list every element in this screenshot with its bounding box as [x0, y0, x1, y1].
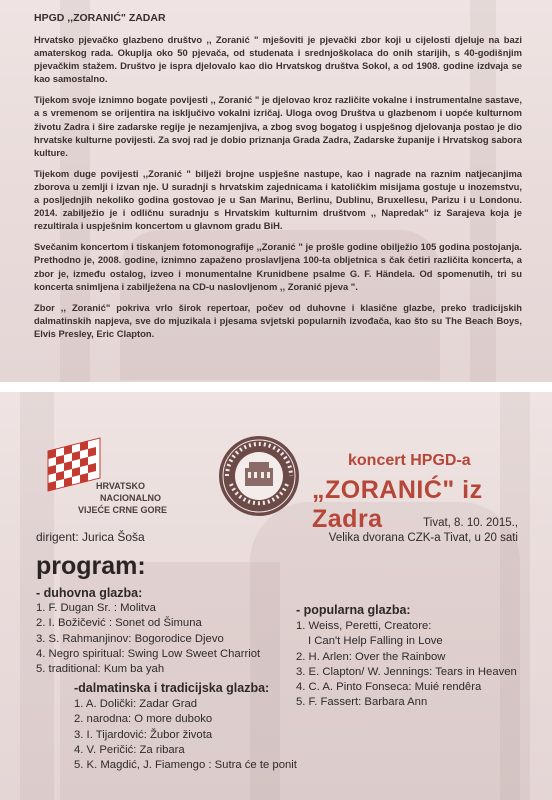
logo-line: HRVATSKO — [96, 481, 146, 491]
conductor: dirigent: Jurica Šoša — [36, 530, 145, 544]
sacred-music-title: - duhovna glazba: — [36, 586, 143, 600]
list-item: 5. traditional: Kum ba yah — [36, 663, 165, 676]
list-item: 1. A. Dolički: Zadar Grad — [74, 698, 198, 710]
popular-music-title: - popularna glazba: — [296, 603, 411, 617]
dalmatian-music-list — [74, 697, 297, 773]
event-venue: Velika dvorana CZK-a Tivat, u 20 sati — [328, 532, 518, 544]
dalmatian-music-title: -dalmatinska i tradicijska glazba: — [74, 681, 270, 695]
seal-emblem-icon — [217, 434, 301, 518]
sacred-music-list — [36, 601, 260, 677]
section-heading: HPGD ,,ZORANIĆ" ZADAR — [34, 12, 166, 24]
popular-music-list — [296, 619, 517, 711]
program-title: program: — [36, 552, 146, 580]
logo-line: NACIONALNO — [100, 493, 161, 503]
paragraph: Tijekom duge povijesti ,,Zoranić " bilježi brojne uspješne nastupe, kao i nagrade na raznim natjecanjima zborova u zemlji i izvan nje. U suradnji s hrvatskim zajednicama i katoličkim misijama gostuje u inozemstvu, a posljednjih nekoliko godina gostovao je u San Marinu, Berlinu, Dublinu, Bruxellesu, Parizu i u Londonu. 2014. zabilježio je i odličnu suradnju s Hrvatskim kulturnim društvom ,, Napredak" iz Sarajeva koja je rezultirala i uspješnim koncertom u glavnom gradu BiH. — [34, 167, 522, 232]
event-details — [329, 516, 518, 546]
event-date: Tivat, 8. 10. 2015., — [423, 517, 518, 529]
paragraph: Tijekom svoje iznimno bogate povijesti ,, Zoranić " je djelovao kroz različite vokalne i instrumentalne sastave, a s vremenom se orijentira na isključivo vokalni izričaj. Uloga ovog Društva u glazbenom i uopće kulturnom životu Zadra i šire zadarske regije je nezamjenjiva, a zbog svog bogatog i uspješnog djelovanja postao je dio hrvatske kulturne povijesti. Za svoj rad je dobio priznanja Grada Zadra, Zadarske županije i Hrvatskog sabora kulture. — [34, 94, 522, 158]
list-item: 3. S. Rahmanjinov: Bogorodice Djevo — [36, 632, 224, 645]
list-item: 2. I. Božičević : Sonet od Šimuna — [36, 617, 202, 630]
list-item: 5. K. Magdić, J. Fiamengo : Sutra će te ponit — [74, 759, 297, 772]
paragraph: Svečanim koncertom i tiskanjem fotomonografije ,,Zoranić " je prošle godine obilježio 105 godina postojanja. Prethodno je, 2008. godine, iznimno zapaženo proslavljena 100-ta obljetnica s čak četiri različita koncerta, a zbor je, između ostalog, izveo i monumentalne Krunidbene psalme G. F. Händela. Od spomenutih, tri su koncerta snimljena i zabilježena na CD-u naslovljenom ,, Zoranić pjeva ". — [34, 241, 522, 292]
list-item: 2. narodna: O more duboko — [74, 713, 213, 726]
concert-title: „ZORANIĆ" iz Zadra — [312, 476, 483, 533]
list-item: 3. E. Clapton/ W. Jennings: Tears in Heaven — [296, 665, 517, 678]
list-item: 2. H. Arlen: Over the Rainbow — [296, 650, 446, 663]
list-item: 3. I. Tijardović: Žubor života — [74, 728, 213, 741]
paragraph: Hrvatsko pjevačko glazbeno društvo ,, Zoranić " mješoviti je pjevački zbor koji u cijelosti djeluje na bazi amaterskog rada. Okuplja oko 50 pjevača, od studenata i srednjoškolaca do onih starijih, s 40-godišnjim pjevačkim stažem. Društvo je ispra djelovalo kao dio Hrvatskog društva Sokol, a od 1908. godine izdvaja se kao samostalno. — [34, 34, 522, 85]
council-name — [78, 480, 168, 516]
list-item: 1. Weiss, Peretti, Creatore: — [296, 620, 432, 632]
list-item: 4. C. A. Pinto Fonseca: Muié rendêra — [296, 681, 482, 694]
list-item: I Can't Help Falling in Love — [308, 635, 443, 648]
list-item: 4. V. Peričić: Za ribara — [74, 743, 185, 756]
history-text — [34, 33, 522, 348]
list-item: 5. F. Fassert: Barbara Ann — [296, 696, 428, 709]
paragraph: Zbor ,, Zoranić" pokriva vrlo širok repertoar, počev od duhovne i klasične glazbe, preko tradicijskih dalmatinskih napjeva, sve do mjuzikala i pjesama svjetski popularnih izvođača, kao što su The Beach Boys, Elvis Presley, Eric Clapton. — [34, 301, 522, 339]
logo-line: VIJEĆE CRNE GORE — [78, 505, 168, 515]
list-item: 4. Negro spiritual: Swing Low Sweet Charriot — [36, 647, 261, 660]
concert-subtitle: koncert HPGD-a — [348, 452, 471, 469]
list-item: 1. F. Dugan Sr. : Molitva — [36, 602, 156, 614]
